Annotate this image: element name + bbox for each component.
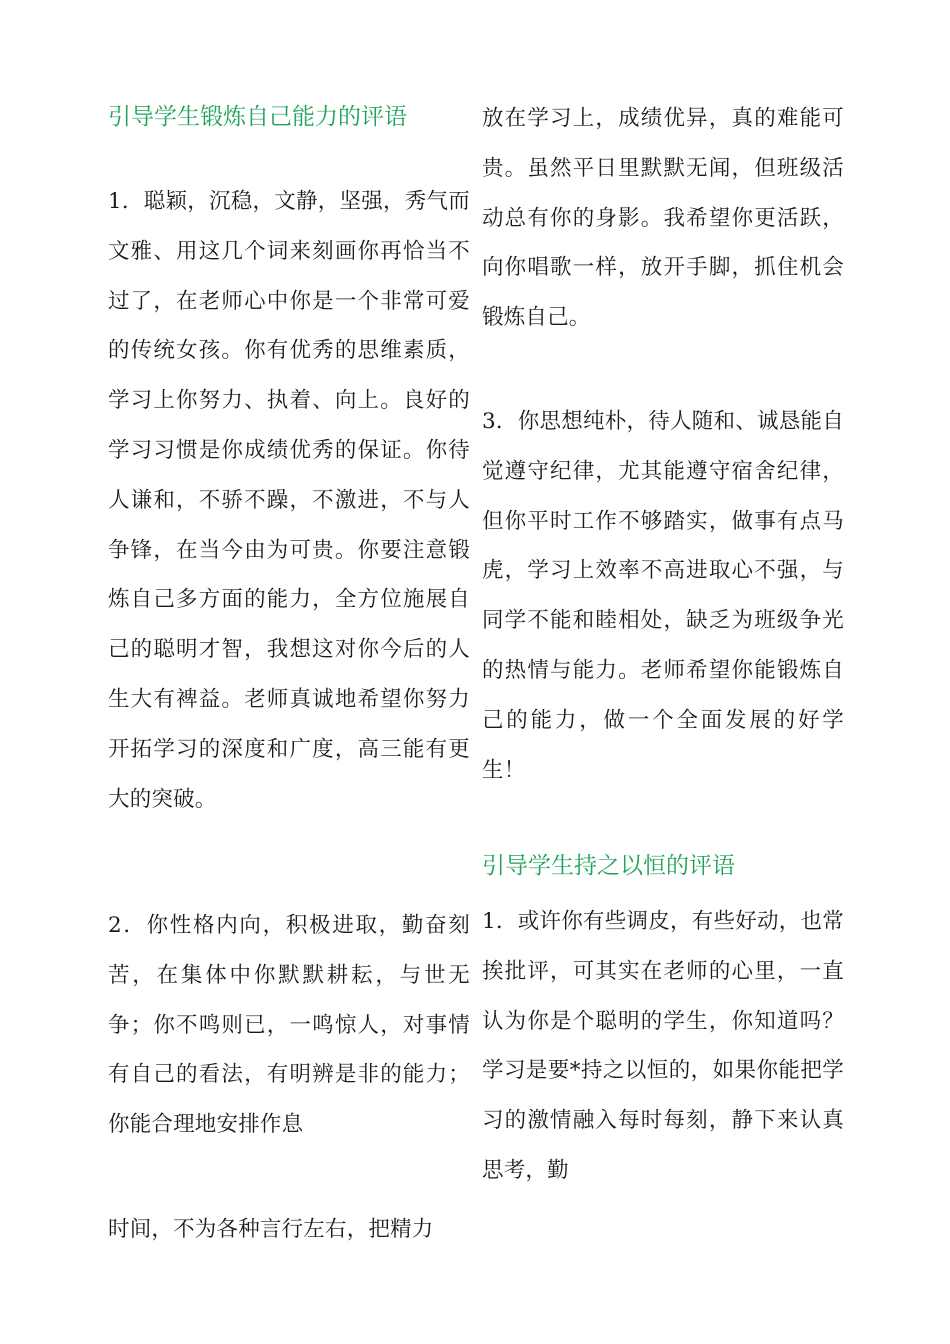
comment-paragraph-2-end: 放在学习上，成绩优异，真的难能可贵。虽然平日里默默无闻，但班级活动总有你的身影。我希望你更活跃，向你唱歌一样，放开手脚，抓住机会锻炼自己。	[482, 106, 844, 331]
section-heading-perseverance: 引导学生持之以恒的评语	[482, 853, 735, 879]
section-heading-ability: 引导学生锻炼自己能力的评语	[108, 104, 407, 130]
comment-paragraph-2-continued: 时间，不为各种言行左右，把精力	[108, 1217, 434, 1242]
comment-paragraph-3: 3．你思想纯朴，待人随和、诚恳能自觉遵守纪律，尤其能遵守宿舍纪律，但你平时工作不够踏实，做事有点马虎，学习上效率不高进取心不强，与同学不能和睦相处，缺乏为班级争光的热情与能力。老师希望你能锻炼自己的能力，做一个全面发展的好学生！	[482, 409, 844, 783]
perseverance-paragraph-1: 1．或许你有些调皮，有些好动，也常挨批评，可其实在老师的心里，一直认为你是个聪明的学生，你知道吗？学习是要*持之以恒的，如果你能把学习的激情融入每时每刻，静下来认真思考，勤	[482, 909, 844, 1183]
comment-paragraph-1: 1．聪颖，沉稳，文静，坚强，秀气而文雅、用这几个词来刻画你再恰当不过了，在老师心中你是一个非常可爱的传统女孩。你有优秀的思维素质，学习上你努力、执着、向上。良好的学习习惯是你成绩优秀的保证。你待人谦和，不骄不躁，不激进，不与人争锋，在当今由为可贵。你要注意锻炼自己多方面的能力，全方位施展自己的聪明才智，我想这对你今后的人生大有裨益。老师真诚地希望你努力开拓学习的深度和广度，高三能有更大的突破。	[108, 189, 470, 812]
comment-paragraph-2: 2．你性格内向，积极进取，勤奋刻苦，在集体中你默默耕耘，与世无争；你不鸣则已，一鸣惊人，对事情有自己的看法，有明辨是非的能力；你能合理地安排作息	[108, 913, 470, 1138]
